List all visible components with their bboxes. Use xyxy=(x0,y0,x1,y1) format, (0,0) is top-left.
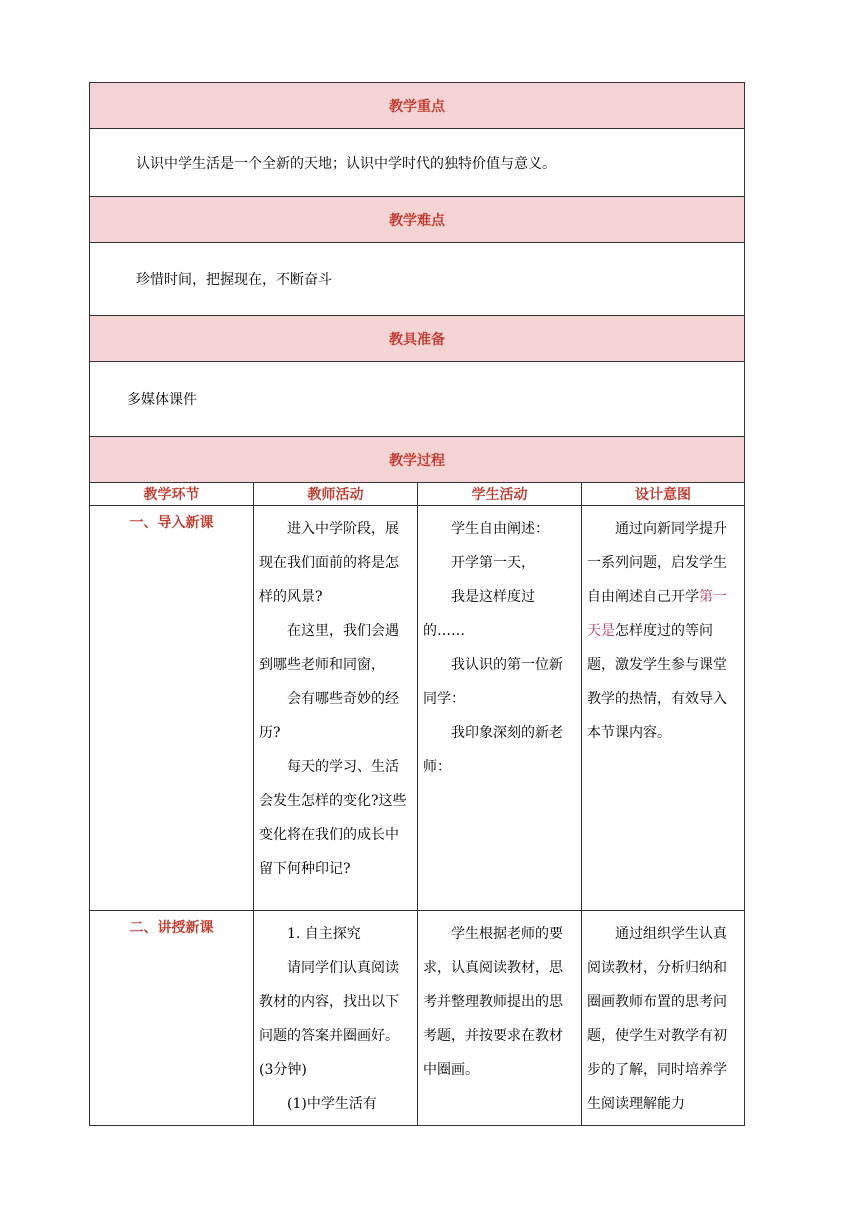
student-paragraph: 我是这样度过的…… xyxy=(423,589,535,639)
teacher-activity-cell xyxy=(254,506,418,911)
materials-content: 多媒体课件 xyxy=(90,362,745,437)
intent-paragraph xyxy=(587,512,739,750)
materials-header: 教具准备 xyxy=(90,316,745,362)
teacher-paragraph: 请同学们认真阅读教材的内容，找出以下问题的答案并圈画好。(3分钟) xyxy=(259,960,399,1078)
stage-cell: 一、导入新课 xyxy=(90,506,254,911)
lesson-plan-table-wrapper xyxy=(89,82,744,1126)
student-paragraph: 我印象深刻的新老师： xyxy=(423,725,563,775)
table-row xyxy=(90,911,745,1126)
teacher-paragraph: (1)中学生活有 xyxy=(287,1096,377,1112)
column-header-intent: 设计意图 xyxy=(582,483,745,506)
design-intent-cell xyxy=(582,911,745,1126)
column-header-stage: 教学环节 xyxy=(90,483,254,506)
column-header-student: 学生活动 xyxy=(418,483,582,506)
table-row xyxy=(90,506,745,911)
teaching-difficulty-content: 珍惜时间，把握现在，不断奋斗 xyxy=(90,243,745,316)
intent-paragraph: 通过组织学生认真阅读教材，分析归纳和圈画教师布置的思考问题，使学生对教学有初步的了解，同时培养学生阅读理解能力 xyxy=(587,926,727,1112)
student-activity-cell xyxy=(418,911,582,1126)
student-activity-cell xyxy=(418,506,582,911)
teacher-paragraph: 进入中学阶段，展现在我们面前的将是怎样的风景? xyxy=(259,521,399,605)
teacher-paragraph: 会有哪些奇妙的经历? xyxy=(259,691,399,741)
student-paragraph: 学生根据老师的要求，认真阅读教材，思考并整理教师提出的思考题，并按要求在教材中圈画。 xyxy=(423,926,563,1078)
teaching-process-header: 教学过程 xyxy=(90,437,745,483)
teacher-paragraph: 每天的学习、生活会发生怎样的变化?这些变化将在我们的成长中留下何种印记? xyxy=(259,759,407,877)
intent-highlight: 第一天是 xyxy=(587,589,727,639)
teacher-paragraph: 1. 自主探究 xyxy=(287,926,361,942)
teacher-paragraph: 在这里，我们会遇到哪些老师和同窗， xyxy=(259,623,399,673)
intent-text: 怎样度过的等问题，激发学生参与课堂教学的热情，有效导入本节课内容。 xyxy=(587,623,727,741)
teaching-focus-content: 认识中学生活是一个全新的天地；认识中学时代的独特价值与意义。 xyxy=(90,129,745,197)
column-header-teacher: 教师活动 xyxy=(254,483,418,506)
student-paragraph: 学生自由阐述： xyxy=(451,521,549,537)
intent-text: 通过向新同学提升一系列问题，启发学生自由阐述自己开学 xyxy=(587,521,727,605)
design-intent-cell xyxy=(582,506,745,911)
teacher-activity-cell xyxy=(254,911,418,1126)
student-paragraph: 我认识的第一位新同学： xyxy=(423,657,563,707)
lesson-plan-table xyxy=(89,82,745,1126)
student-paragraph: 开学第一天， xyxy=(451,555,535,571)
teaching-difficulty-header: 教学难点 xyxy=(90,197,745,243)
stage-cell: 二、讲授新课 xyxy=(90,911,254,1126)
teaching-focus-header: 教学重点 xyxy=(90,83,745,129)
